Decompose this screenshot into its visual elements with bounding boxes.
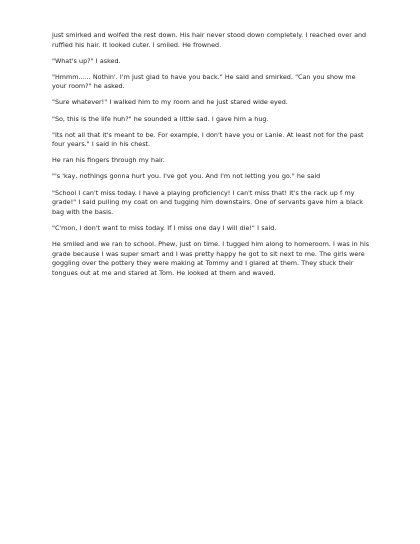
paragraph: He ran his fingers through my hair.: [52, 156, 165, 165]
document-page: [52, 31, 370, 285]
paragraph: "Sure whatever!" I walked him to my room and he just stared wide eyed.: [52, 98, 288, 107]
paragraph: "School I can't miss today. I have a playing proficiency! I can't miss that! It's the rack up f my grade!" I said pulling my coat on and tugging him downstairs. One of servants gave him a black bag with the basis.: [52, 188, 363, 216]
paragraph: He smiled and we ran to school. Phew, just on time. I tugged him along to homeroom. I was in his grade because I was super smart and I was pretty happy he got to sit next to me. The girls were goggling over the pottery they were making at Tommy and I glared at them. They stuck their tongues out at me and stared at Tom. He looked at them and waved.: [52, 239, 370, 277]
paragraph: "C'mon, I don't want to miss today. If I miss one day I will die!" I said.: [52, 223, 277, 232]
paragraph: "Its not all that it's meant to be. For example, I don't have you or Lanie. At least not for the past four years." I said in his chest.: [52, 130, 364, 149]
paragraph: "Hmmm...... Nothin'. I'm just glad to have you back." He said and smirked. "Can you show me your room?" he asked.: [52, 72, 356, 91]
paragraph: "What's up?" I asked.: [52, 56, 121, 65]
paragraph: "'s 'kay, nothings gonna hurt you. I've got you. And I'm not letting you go." he said: [52, 172, 321, 181]
paragraph: just smirked and wolfed the rest down. His hair never stood down completely. I reached over and ruffled his hair. It looked cuter. I smiled. He frowned.: [52, 31, 367, 49]
paragraph: "So, this is the life huh?" he sounded a little sad. I gave him a hug.: [52, 114, 269, 123]
